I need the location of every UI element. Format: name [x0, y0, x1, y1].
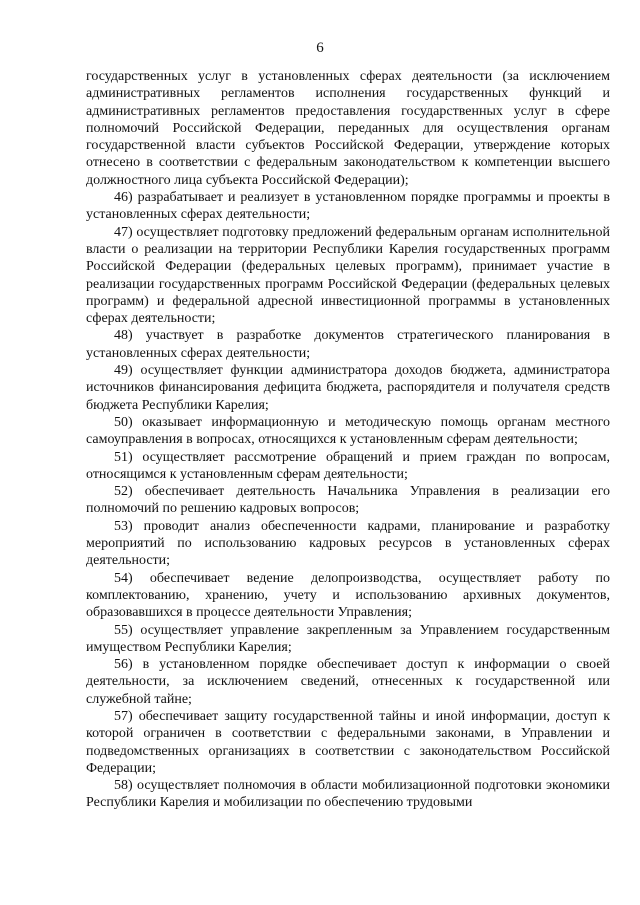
- page-number: 6: [316, 40, 324, 56]
- paragraph: 52) обеспечивает деятельность Начальника Управления в реализации его полномочий по решению кадровых вопросов;: [86, 484, 610, 517]
- paragraph: 57) обеспечивает защиту государственной тайны и иной информации, доступ к которой ограничен в соответствии с федеральными законами, в Управлении и подведомственных организациях в соответствии с законодательством Российской Федерации;: [86, 708, 610, 776]
- paragraph: 56) в установленном порядке обеспечивает доступ к информации о своей деятельности, за исключением сведений, отнесенных к государственной или служебной тайне;: [86, 657, 610, 707]
- paragraph: 50) оказывает информационную и методическую помощь органам местного самоуправления в вопросах, относящихся к установленным сферам деятельности;: [86, 414, 610, 448]
- paragraph: 51) осуществляет рассмотрение обращений и прием граждан по вопросам, относящимся к установленным сферам деятельности;: [86, 449, 610, 482]
- paragraph: 54) обеспечивает ведение делопроизводства, осуществляет работу по комплектованию, хранению, учету и использованию архивных документов, образовавшихся в процессе деятельности Управления;: [86, 570, 610, 621]
- paragraph: 48) участвует в разработке документов стратегического планирования в установленных сферах деятельности;: [86, 328, 610, 361]
- paragraph: государственных услуг в установленных сферах деятельности (за исключением административных регламентов исполнения государственных функций и административных регламентов предоставления государственных услуг в сфере полномочий Российской Федерации, переданных для осуществления органам государственной власти субъектов Российской Федерации, утверждение которых отнесено в соответствии с федеральным законодательством к компетенции высшего должностного лица субъекта Российской Федерации);: [86, 69, 610, 188]
- paragraph: 47) осуществляет подготовку предложений федеральным органам исполнительной власти о реализации на территории Республики Карелия государственных программ Российской Федерации (федеральных целевых программ), принимает участие в реализации государственных программ Российской Федерации (федеральных целевых программ) и федеральной адресной инвестиционной программы в установленных сферах деятельности;: [86, 224, 610, 327]
- paragraph: 46) разрабатывает и реализует в установленном порядке программы и проекты в установленных сферах деятельности;: [86, 190, 610, 223]
- paragraph: 55) осуществляет управление закрепленным за Управлением государственным имуществом Республики Карелия;: [86, 622, 610, 655]
- document-body: [86, 68, 610, 812]
- paragraph: 53) проводит анализ обеспеченности кадрами, планирование и разработку мероприятий по использованию кадровых ресурсов в установленных сферах деятельности;: [86, 518, 610, 569]
- paragraph: 49) осуществляет функции администратора доходов бюджета, администратора источников финансирования дефицита бюджета, распорядителя и получателя средств бюджета Республики Карелия;: [86, 363, 610, 413]
- paragraph: 58) осуществляет полномочия в области мобилизационной подготовки экономики Республики Карелия и мобилизации по обеспечению трудовыми: [86, 778, 610, 811]
